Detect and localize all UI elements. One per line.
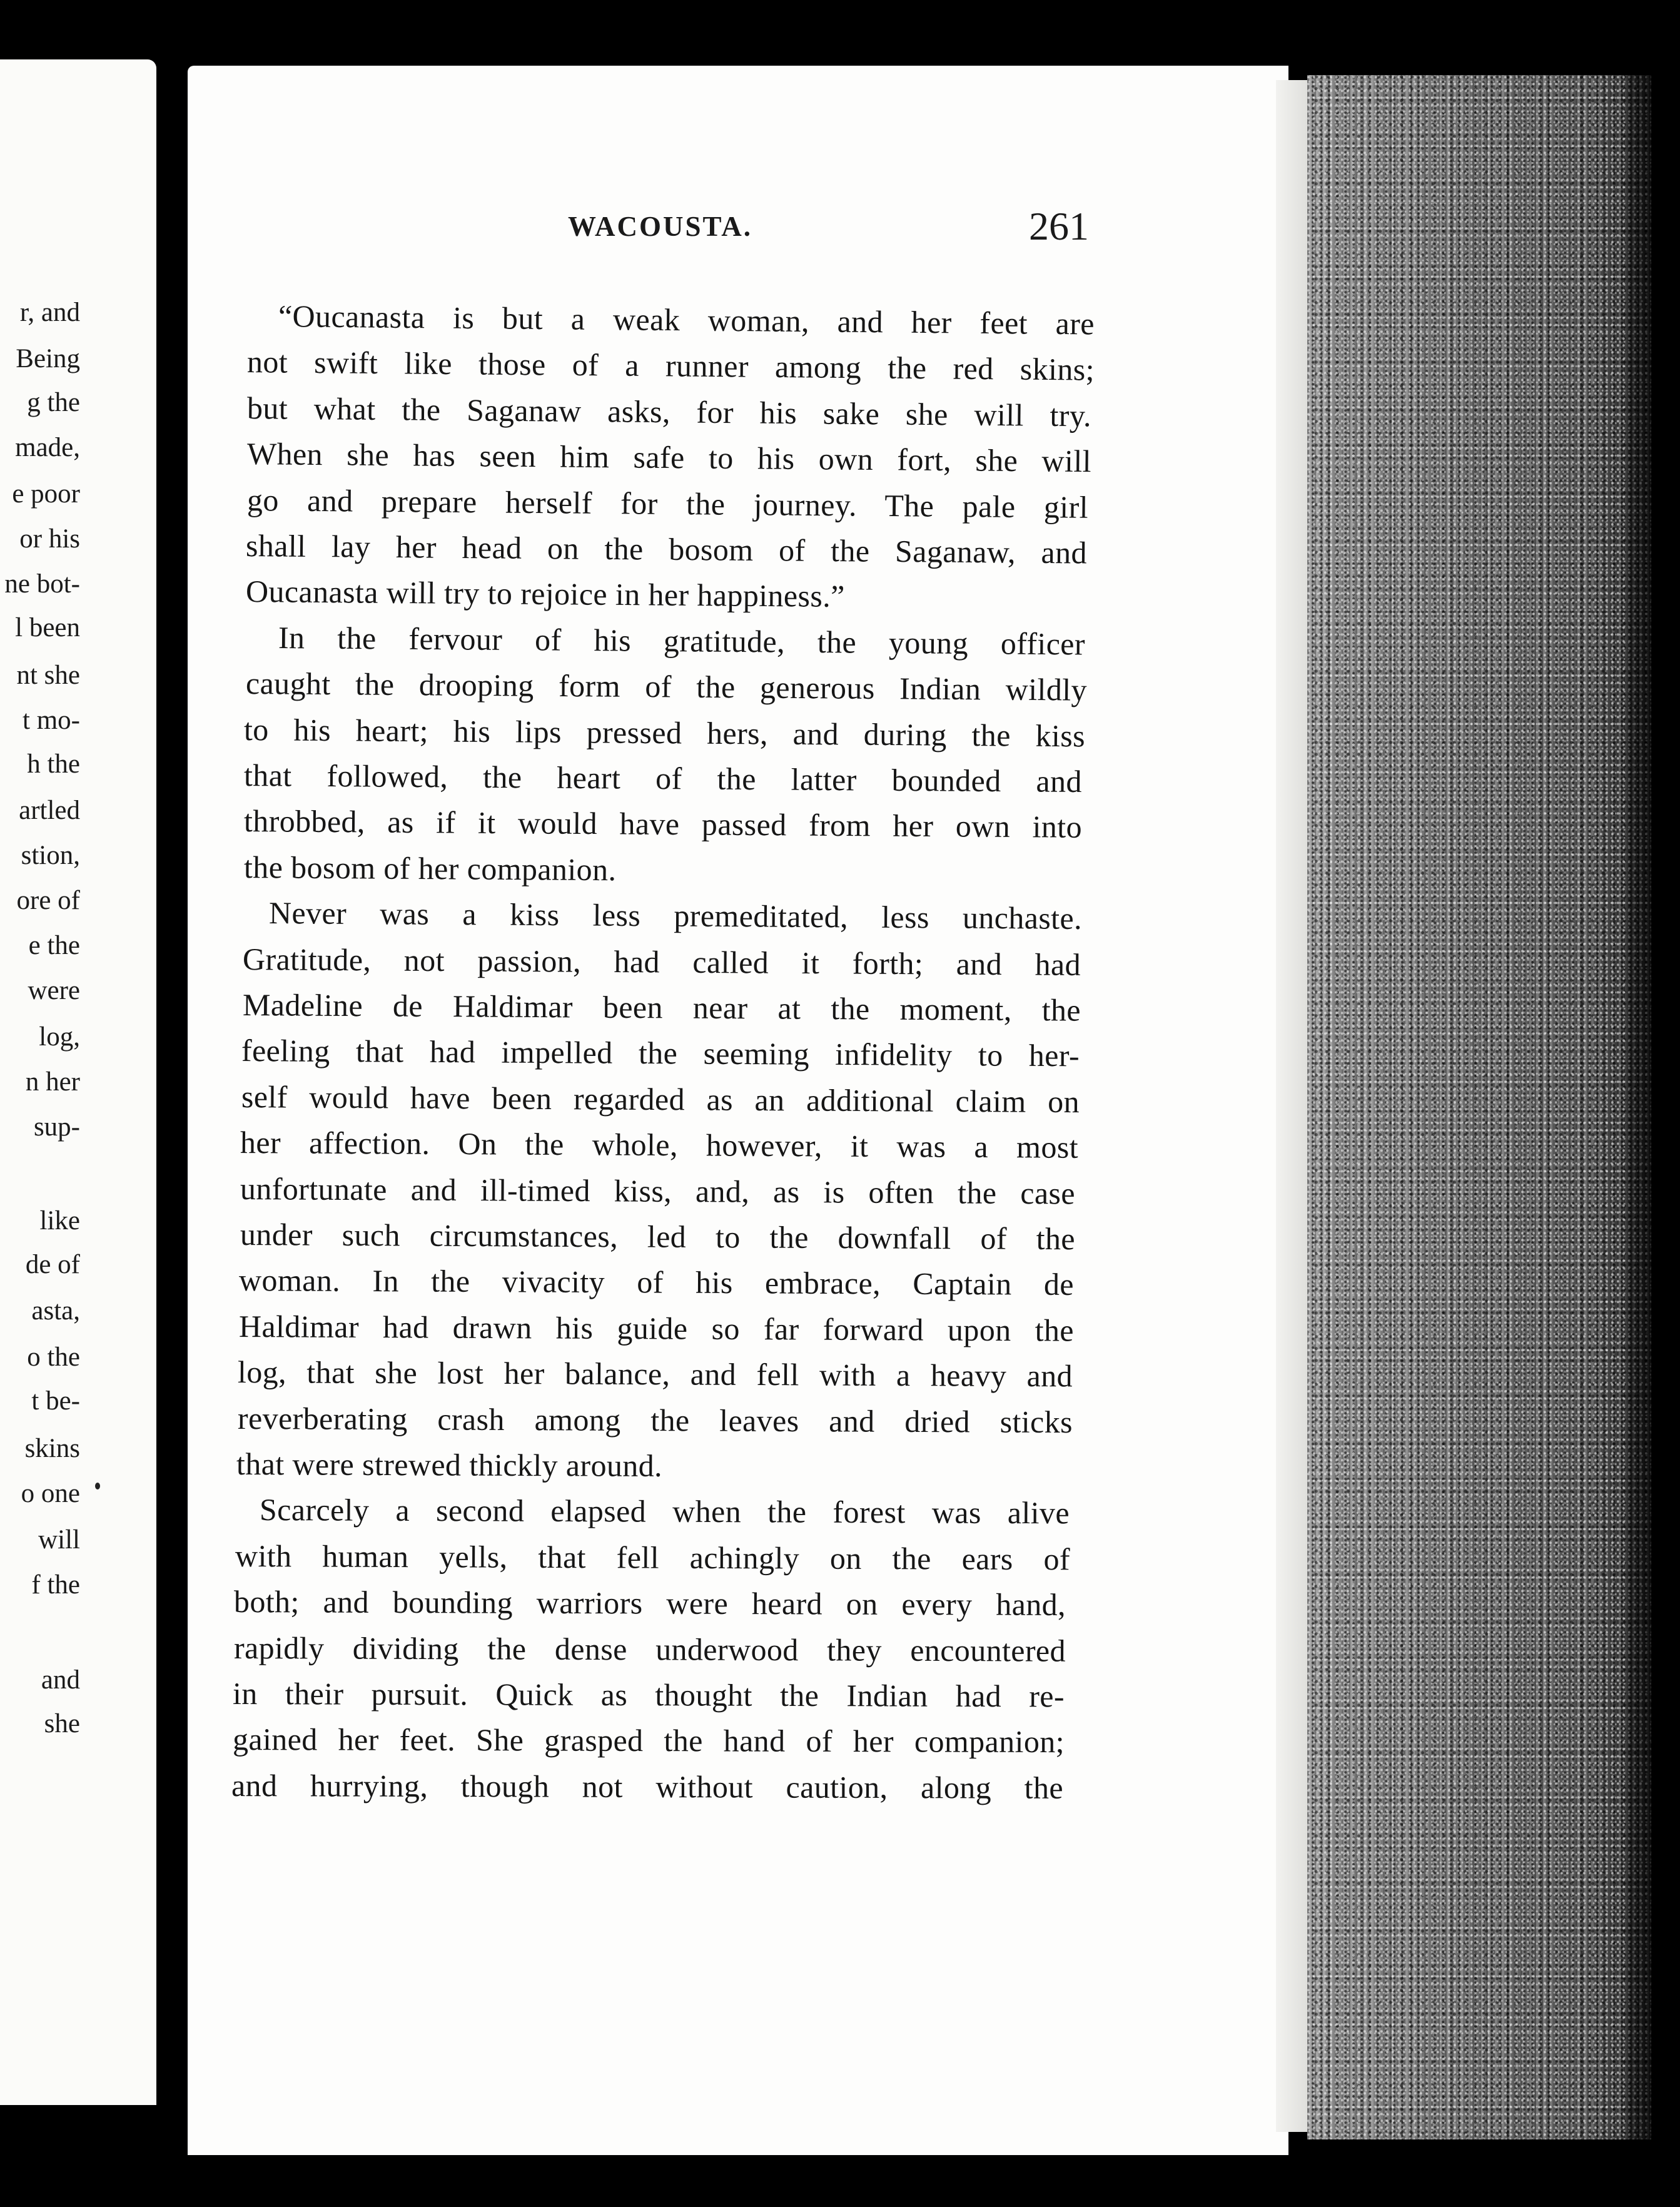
left-page-line: she (44, 1709, 80, 1738)
left-page-line: h the (27, 749, 80, 779)
left-page-line: r, and (19, 298, 80, 327)
left-page-line: o the (27, 1342, 80, 1372)
text-line: caught the drooping form of the generous Indian wildly (245, 666, 1088, 708)
text-line: woman. In the vivacity of his embrace, Captain de (238, 1262, 1075, 1302)
text-line: “Oucanasta is but a weak woman, and her feet are (278, 298, 1095, 342)
text-line: Scarcely a second elapsed when the forest was alive (259, 1492, 1070, 1531)
text-line: with human yells, that fell achingly on the ears of (235, 1538, 1071, 1577)
text-line: Madeline de Haldimar been near at the moment, the (242, 987, 1081, 1028)
text-line: and hurrying, though not without caution, along the (231, 1767, 1064, 1805)
left-page-line: and (41, 1665, 80, 1695)
left-page-line: ore of (16, 886, 80, 915)
left-page-line: sup- (33, 1112, 80, 1142)
text-line: not swift like those of a runner among the red skins; (246, 344, 1095, 388)
left-page-line: e the (28, 931, 80, 960)
left-page-line: t be- (31, 1386, 80, 1416)
left-page-line: stion, (21, 841, 80, 870)
scan-border (1626, 75, 1680, 2139)
left-page-line: e poor (12, 479, 80, 509)
left-page-line: l been (15, 613, 80, 642)
left-page-line: will (38, 1525, 80, 1555)
left-page-line: or his (19, 524, 80, 554)
text-line: both; and bounding warriors were heard on every hand, (233, 1584, 1066, 1623)
left-page-line: asta, (31, 1296, 80, 1326)
text-line: go and prepare herself for the journey. The pale girl (246, 482, 1089, 525)
text-line: under such circumstances, led to the downfall of the (240, 1217, 1076, 1257)
left-page-line: f the (31, 1570, 80, 1600)
text-line: In the fervour of his gratitude, the young officer (278, 619, 1086, 662)
left-page-line: ne bot- (4, 569, 80, 599)
text-line: unfortunate and ill-timed kiss, and, as is often the case (240, 1170, 1076, 1211)
left-page-line: n her (25, 1067, 80, 1097)
text-line: Never was a kiss less premeditated, less unchaste. (268, 895, 1083, 936)
left-page-line: were (28, 976, 80, 1005)
text-line: When she has seen him safe to his own fort, she will (246, 436, 1092, 479)
text-line: log, that she lost her balance, and fell with a heavy and (237, 1354, 1073, 1394)
text-line: the bosom of her companion. (243, 849, 617, 888)
left-page-line: Being (16, 344, 80, 373)
left-page-line: like (39, 1206, 80, 1235)
ink-speck (95, 1483, 100, 1489)
text-line: but what the Saganaw asks, for his sake she will try. (246, 390, 1092, 434)
left-page-line: made, (15, 433, 80, 462)
left-page-line: skins (24, 1434, 80, 1463)
text-line: to his heart; his lips pressed hers, and during the kiss (243, 711, 1086, 753)
text-line: Oucanasta will try to rejoice in her happiness.” (245, 574, 845, 614)
text-line: gained her feet. She grasped the hand of her companion; (232, 1722, 1065, 1760)
text-line: rapidly dividing the dense underwood they encountered (233, 1630, 1066, 1668)
page-number: 261 (1029, 204, 1089, 248)
left-page-line: nt she (16, 661, 80, 690)
running-title: WACOUSTA. (568, 211, 752, 242)
text-line: that were strewed thickly around. (236, 1446, 663, 1483)
text-line: throbbed, as if it would have passed from her own into (243, 803, 1083, 845)
left-page-line: log, (39, 1022, 80, 1052)
left-page-line: artled (19, 796, 80, 825)
text-line: Gratitude, not passion, had called it forth; and had (242, 941, 1081, 982)
left-page-line: o one (21, 1479, 80, 1508)
text-line: feeling that had impelled the seeming infidelity to her- (241, 1033, 1080, 1073)
left-page-line: t mo- (23, 706, 80, 735)
text-line: shall lay her head on the bosom of the Saganaw, and (245, 528, 1088, 571)
text-line: in their pursuit. Quick as thought the Indian had re- (232, 1676, 1065, 1714)
text-line: self would have been regarded as an additional claim on (241, 1078, 1080, 1119)
text-line: her affection. On the whole, however, it was a most (240, 1125, 1079, 1165)
text-line: that followed, the heart of the latter bounded and (243, 758, 1083, 799)
text-line: Haldimar had drawn his guide so far forward upon the (238, 1308, 1075, 1348)
text-line: reverberating crash among the leaves and dried sticks (237, 1400, 1073, 1439)
left-page-line: de of (25, 1250, 80, 1279)
left-page-line: g the (27, 388, 80, 417)
book-edge-texture (1307, 75, 1651, 2139)
